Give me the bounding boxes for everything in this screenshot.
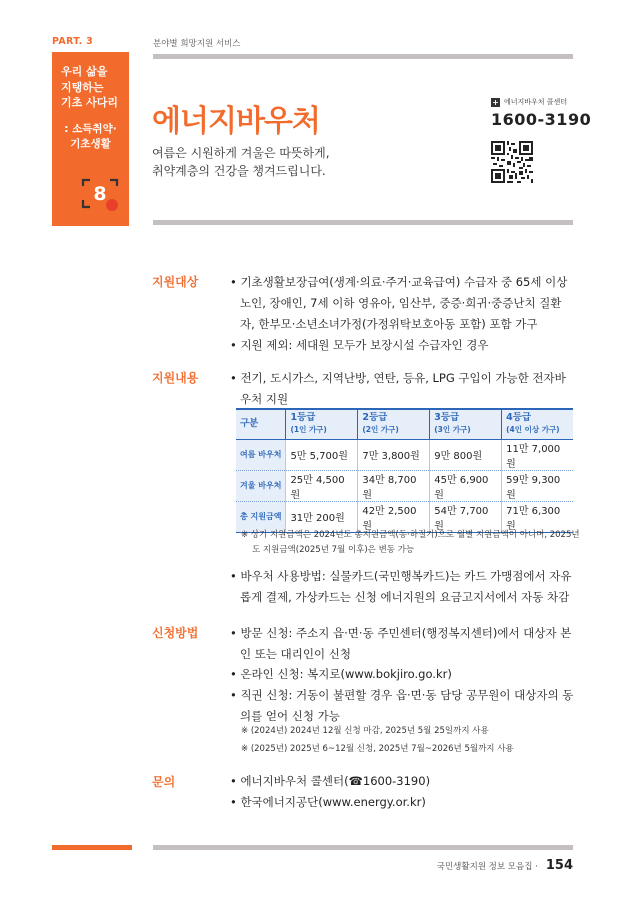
- chapter-subtitle-line: : 소득취약·: [64, 123, 117, 135]
- chapter-title-line: 지탱하는: [61, 80, 104, 94]
- title-divider: [153, 220, 573, 225]
- plus-icon: +: [492, 97, 499, 107]
- book-title: 국민생활지원 정보 모음집 ·: [436, 862, 538, 872]
- chapter-title-line: 우리 삶을: [61, 65, 108, 78]
- apply-visit-bullet: • 방문 신청: 주소지 읍·면·동 주민센터(행정복지센터)에서 대상자 본인 또는 대리인이 신청: [230, 626, 572, 661]
- table-cell: 71만 6,300원: [502, 501, 573, 532]
- qr-code-icon[interactable]: [491, 141, 533, 183]
- section-label-target: 지원대상: [152, 275, 199, 289]
- grade-name: 2등급: [362, 412, 388, 424]
- table-cell: 9만 800원: [430, 439, 502, 470]
- grade-household: (4인 이상 가구): [506, 425, 560, 435]
- chapter-8-icon: [80, 176, 120, 212]
- table-note: ※ 상기 지원금액은 2024년도 총지원금액(동·하절기)으로 월별 지원금액이 아니며, 2025년도 지원금액(2025년 7월 이후)은 변동 가능: [241, 530, 580, 555]
- page-title: 에너지바우처: [152, 104, 320, 139]
- row-label: 총 지원금액: [236, 501, 286, 532]
- table-cell: 31만 200원: [286, 501, 358, 532]
- intro-line: 여름은 시원하게 겨울은 따뜻하게,: [152, 146, 330, 160]
- voucher-usage-bullet: • 바우처 사용방법: 실물카드(국민행복카드)는 카드 가맹점에서 자유롭게 결제, 가상카드는 신청 에너지원의 요금고지서에서 자동 차감: [230, 569, 572, 604]
- section-category: 분야별 희망지원 서비스: [153, 39, 241, 49]
- table-cell: 45만 6,900원: [430, 470, 502, 501]
- table-cell: 54만 7,700원: [430, 501, 502, 532]
- apply-note: ※ (2025년) 2025년 6~12월 신청, 2025년 7월~2026년 5월까지 사용: [241, 744, 514, 754]
- table-cell: 34만 8,700원: [358, 470, 430, 501]
- apply-online-bullet: • 온라인 신청: 복지로(www.bokjiro.go.kr): [230, 667, 452, 681]
- page-footer: [437, 858, 573, 873]
- table-row: [236, 439, 573, 470]
- chapter-subtitle: [52, 122, 129, 151]
- apply-note: ※ (2024년) 2024년 12월 신청 마감, 2025년 5월 25일까지 사용: [241, 726, 489, 736]
- grade-name: 3등급: [434, 412, 460, 424]
- call-center-name: 에너지바우처 콜센터: [504, 98, 568, 106]
- grade-household: (3인 가구): [434, 425, 471, 435]
- grade-header: [358, 409, 430, 439]
- table-cell: 7만 3,800원: [358, 439, 430, 470]
- apply-official-bullet: • 직권 신청: 거동이 불편할 경우 읍·면·동 담당 공무원이 대상자의 동의를 얻어 신청 가능: [230, 688, 574, 723]
- grade-header: [502, 409, 573, 439]
- intro-line: 취약계층의 건강을 챙겨드립니다.: [152, 164, 326, 178]
- table-cell: 42만 2,500원: [358, 501, 430, 532]
- grade-household: (1인 가구): [290, 425, 327, 435]
- inquiry-bullet: • 에너지바우처 콜센터(☎1600-3190): [230, 774, 431, 788]
- table-row: [236, 470, 573, 501]
- chapter-side-block: [52, 52, 129, 226]
- target-exclusion-bullet: • 지원 제외: 세대원 모두가 보장시설 수급자인 경우: [230, 338, 489, 352]
- row-label: 여름 바우처: [236, 439, 286, 470]
- grade-household: (2인 가구): [362, 425, 399, 435]
- inquiry-bullet: • 한국에너지공단(www.energy.or.kr): [230, 795, 426, 809]
- chapter-number: 8: [93, 183, 107, 205]
- grade-name: 1등급: [290, 412, 316, 424]
- table-cell: 59만 9,300원: [502, 470, 573, 501]
- footer-accent-bar: [52, 845, 132, 850]
- table-cell: 11만 7,000원: [502, 439, 573, 470]
- chapter-title: [61, 64, 118, 111]
- section-label-inquiry: 문의: [152, 775, 176, 789]
- table-header-row: [236, 409, 573, 439]
- grade-amount-table: [236, 408, 573, 533]
- chapter-title-line: 기초 사다리: [61, 96, 118, 109]
- grade-header: [286, 409, 358, 439]
- table-cell: 25만 4,500원: [286, 470, 358, 501]
- page-number: 154: [545, 858, 573, 873]
- chapter-subtitle-line: 기초생활: [70, 137, 111, 150]
- grade-name: 4등급: [506, 412, 532, 424]
- grade-header: [430, 409, 502, 439]
- table-corner-header: 구분: [236, 409, 286, 439]
- target-bullet: • 기초생활보장급여(생계·의료·주거·교육급여) 수급자 중 65세 이상 노인, 장애인, 7세 이하 영유아, 임산부, 중증·희귀·중증난치 질환자, 한부모·소년소녀가정(가정위탁보호아동 포함) 포함 가구: [230, 275, 568, 331]
- call-center-number: 1600-3190: [491, 110, 592, 129]
- footer-divider: [153, 845, 573, 850]
- section-label-apply: 신청방법: [152, 626, 199, 640]
- intro-text: [152, 144, 330, 180]
- row-label: 겨울 바우처: [236, 470, 286, 501]
- section-label-content: 지원내용: [152, 371, 199, 385]
- part-label: PART. 3: [52, 36, 93, 47]
- table-cell: 5만 5,700원: [286, 439, 358, 470]
- call-center-label: [491, 97, 567, 107]
- content-bullet: • 전기, 도시가스, 지역난방, 연탄, 등유, LPG 구입이 가능한 전자바우처 지원: [230, 371, 566, 406]
- top-divider: [153, 54, 573, 59]
